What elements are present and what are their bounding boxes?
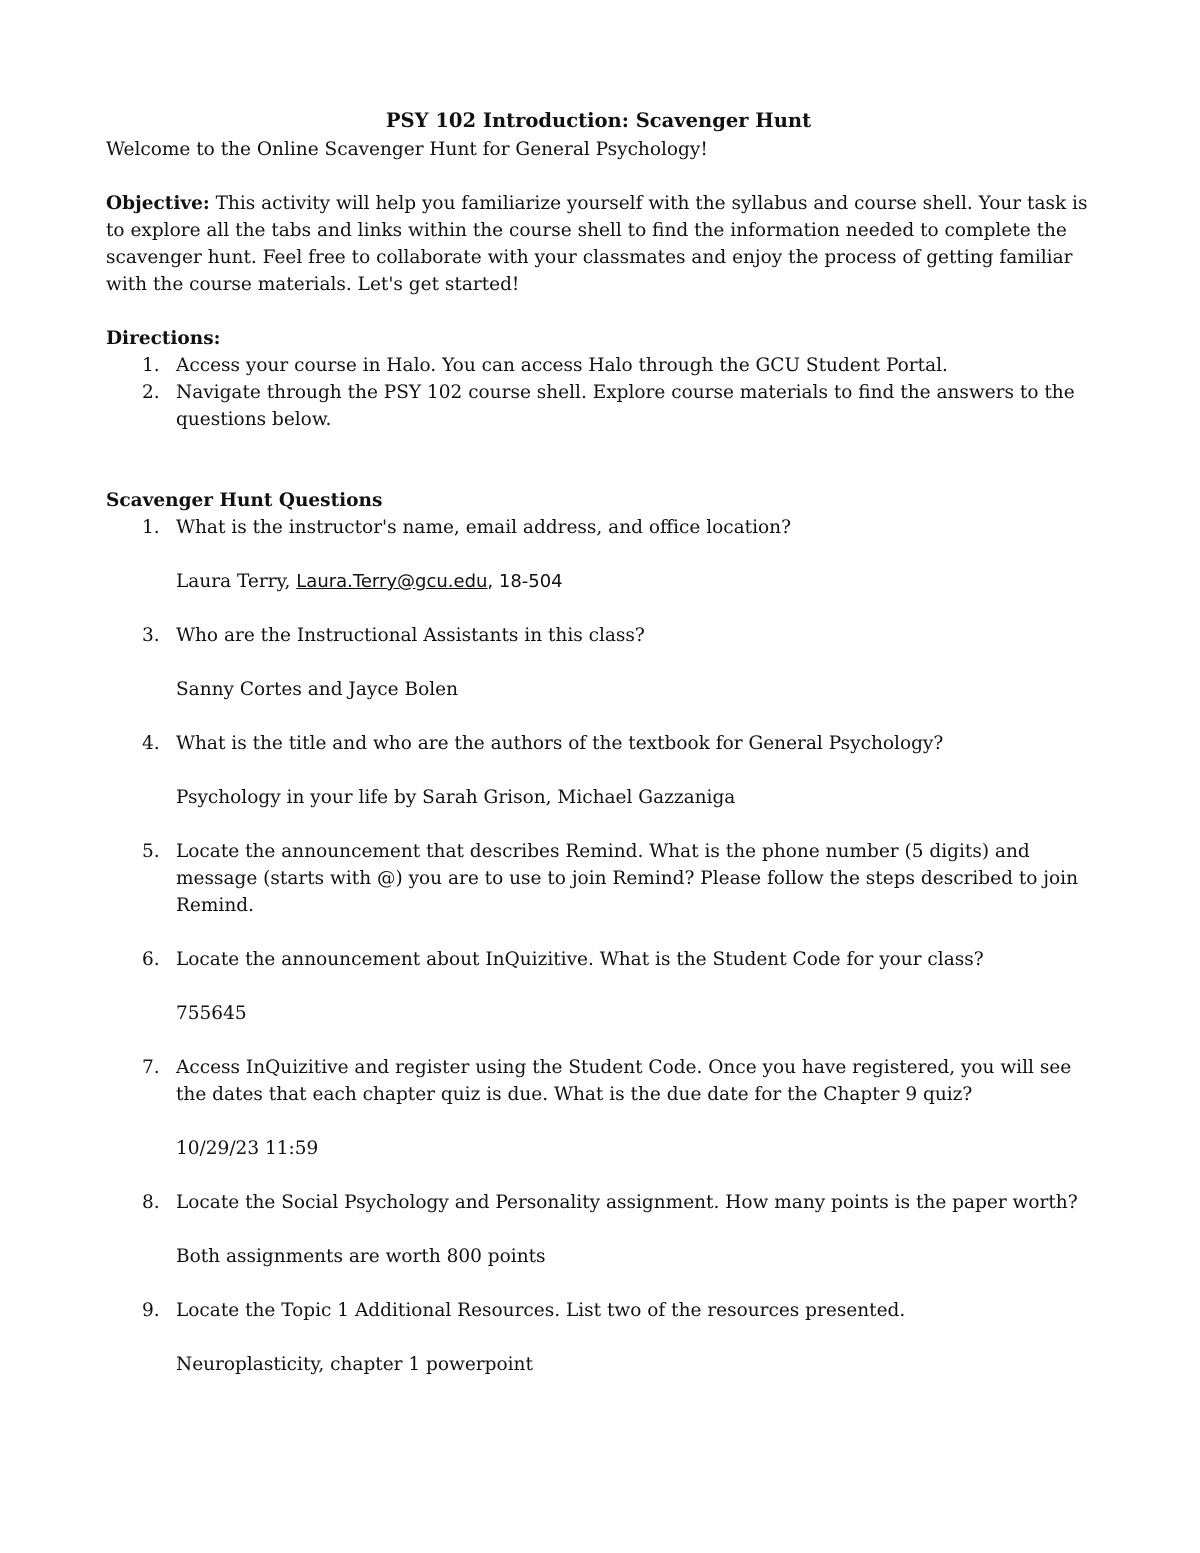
questions-list [106,514,1091,1378]
questions-heading [106,487,1091,514]
question-answer: Both assignments are worth 800 points [176,1246,546,1267]
directions-list [106,352,1091,433]
objective-label: Objective: [106,193,210,214]
question-number: 5. [142,841,160,862]
document-title: PSY 102 Introduction: Scavenger Hunt [385,109,812,132]
instructor-name: Laura Terry, [176,571,297,592]
question-item [106,1297,1091,1324]
question-item [106,1054,1091,1108]
instructor-email-link[interactable]: Laura.Terry@gcu.edu [296,571,488,592]
question-number: 6. [142,949,160,970]
question-answer [106,568,1091,595]
question-answer: 10/29/23 11:59 [176,1138,319,1159]
directions-item-text: Access your course in Halo. You can access Halo through the GCU Student Portal. [176,355,948,376]
question-text: What is the instructor's name, email address, and office location? [176,517,792,538]
directions-item-number: 2. [142,382,160,403]
question-text: Locate the Social Psychology and Personality assignment. How many points is the paper worth? [176,1192,1078,1213]
question-answer: 755645 [176,1003,247,1024]
directions-heading-text: Directions: [106,328,221,349]
question-item [106,730,1091,757]
question-answer: Sanny Cortes and Jayce Bolen [176,679,459,700]
question-item [106,622,1091,649]
question-number: 7. [142,1057,160,1078]
directions-item [106,379,1091,433]
question-text: Locate the announcement about InQuizitive. What is the Student Code for your class? [176,949,984,970]
document-page [106,106,1091,1378]
questions-heading-text: Scavenger Hunt Questions [106,490,383,511]
question-item [106,946,1091,973]
question-number: 1. [142,517,160,538]
question-text: What is the title and who are the authors of the textbook for General Psychology? [176,733,944,754]
question-item [106,514,1091,541]
question-item [106,838,1091,919]
question-number: 8. [142,1192,160,1213]
directions-item [106,352,1091,379]
objective-text: This activity will help you familiarize yourself with the syllabus and course shell. Your task is to explore all the tabs and links within the course shell to find the information needed to complete the scavenger hunt. Feel free to collaborate with your classmates and enjoy the process of getting familiar with the course materials. Let's get started! [106,193,1088,295]
objective-paragraph [106,190,1091,298]
question-text: Who are the Instructional Assistants in this class? [176,625,645,646]
instructor-office: , 18-504 [487,571,563,592]
question-number: 3. [142,625,160,646]
question-text: Locate the Topic 1 Additional Resources. List two of the resources presented. [176,1300,906,1321]
directions-item-number: 1. [142,355,160,376]
question-answer: Neuroplasticity, chapter 1 powerpoint [176,1354,533,1375]
question-number: 4. [142,733,160,754]
directions-heading [106,325,1091,352]
question-item [106,1189,1091,1216]
directions-item-text: Navigate through the PSY 102 course shell. Explore course materials to find the answers to the questions below. [176,382,1075,430]
welcome-text: Welcome to the Online Scavenger Hunt for General Psychology! [106,139,708,160]
question-answer: Psychology in your life by Sarah Grison, Michael Gazzaniga [176,787,736,808]
question-number: 9. [142,1300,160,1321]
question-text: Locate the announcement that describes Remind. What is the phone number (5 digits) and message (starts with @) you are to use to join Remind? Please follow the steps described to join Remind. [176,841,1078,916]
question-text: Access InQuizitive and register using the Student Code. Once you have registered, you will see the dates that each chapter quiz is due. What is the due date for the Chapter 9 quiz? [176,1057,1072,1105]
